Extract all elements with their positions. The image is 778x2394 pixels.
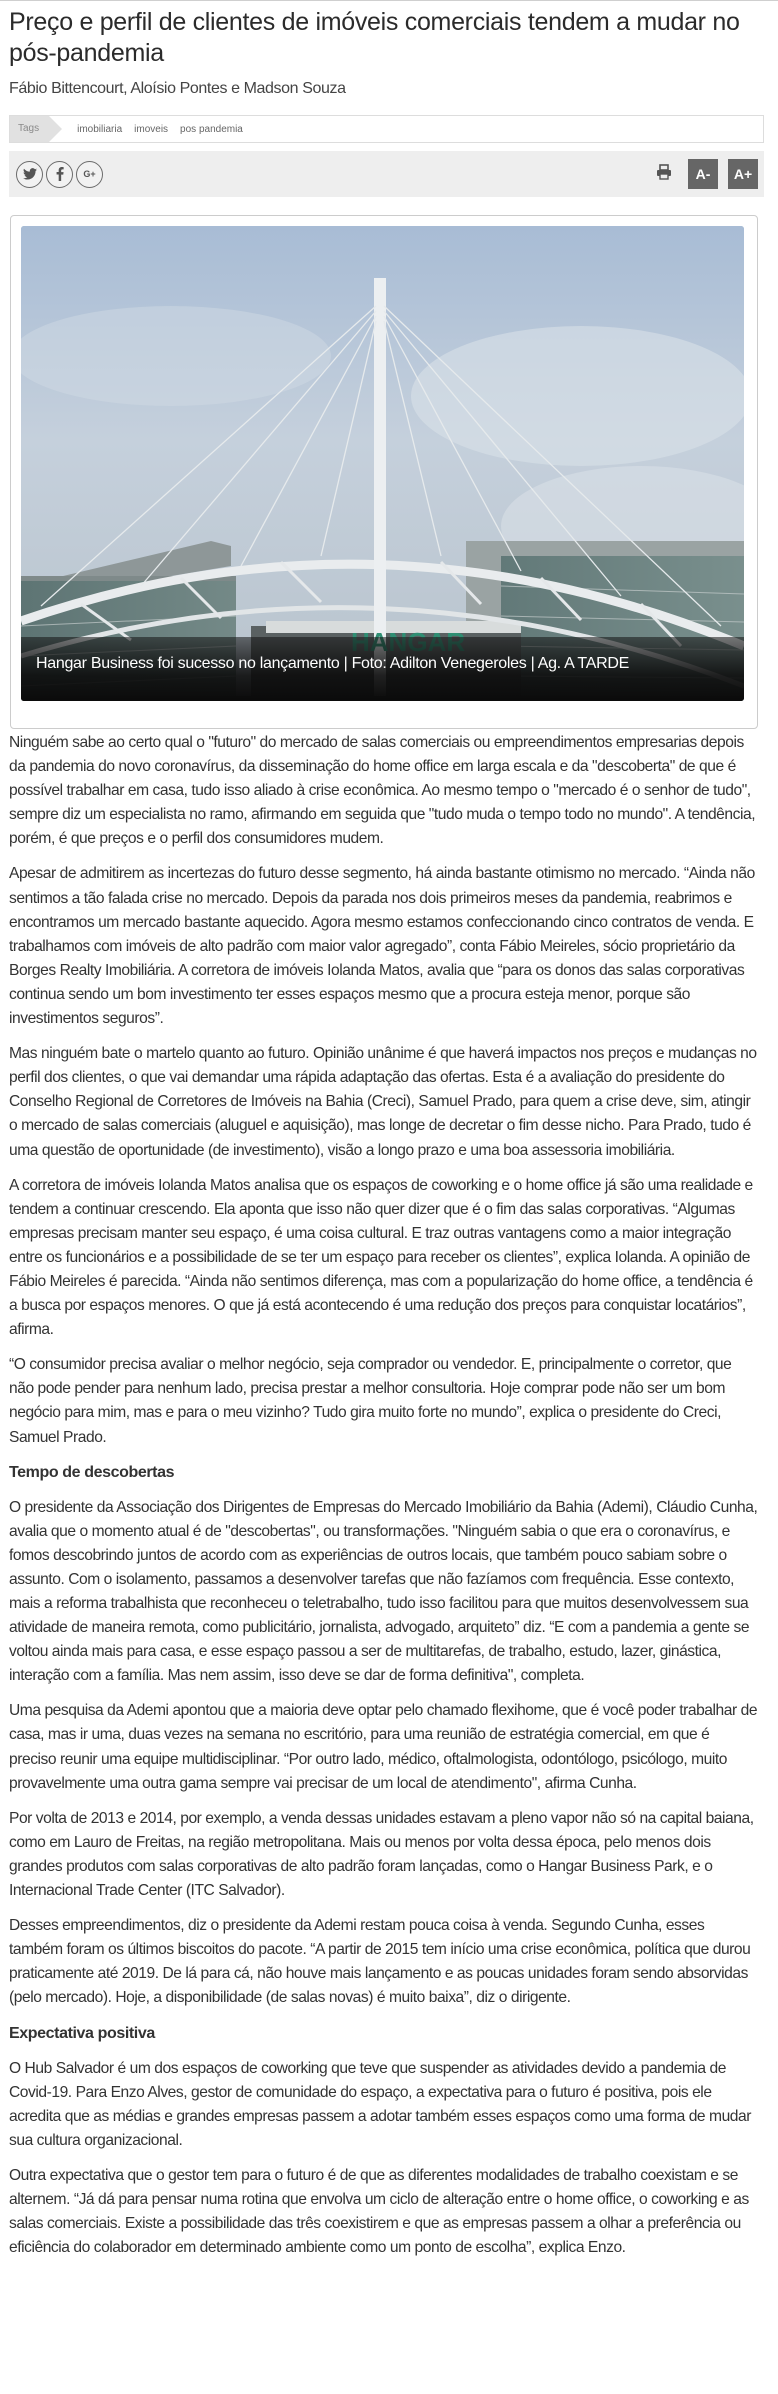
article-paragraph: A corretora de imóveis Iolanda Matos analisa que os espaços de coworking e o home office já são uma realidade e tendem a continuar crescendo. Ela aponta que isso não quer dizer que é o fim das salas corporativas. “Algumas empresas precisam manter seu espaço, é uma coisa cultural. E traz outras vantagens como a maior integração entre os funcionários e a possibilidade de se ter um espaço para receber os clientes”, explica Iolanda. A opinião de Fábio Meireles é parecida. “Ainda não sentimos diferença, mas com a popularização do home office, a tendência é a busca por espaços menores. O que já está acontecendo é uma redução dos preços para conquistar locatários”, afirma. — [9, 1176, 753, 1339]
article-paragraph: “O consumidor precisa avaliar o melhor negócio, seja comprador ou vendedor. E, principalmente o corretor, que não pode pender para nenhum lado, precisa prestar a melhor consultoria. Hoje comprar pode não ser um bom negócio para mim, mas e para o meu vizinho? Tudo gira muito forte no mundo”, explica o presidente do Creci, Samuel Prado. — [9, 1356, 732, 1446]
share-facebook-button[interactable] — [46, 161, 73, 188]
article-paragraph: Mas ninguém bate o martelo quanto ao futuro. Opinião unânime é que haverá impactos nos preços e mudanças no perfil dos clientes, o que vai demandar uma rápida adaptação das ofertas. Esta é a avaliação do presidente do Conselho Regional de Corretores de Imóveis na Bahia (Creci), Samuel Prado, para quem a crise deve, sim, atingir o mercado de salas comerciais (aluguel e aquisição), mas longe de decretar o fim desse nicho. Para Prado, tudo é uma questão de oportunidade (de investimento), visão a longo prazo e uma boa assessoria imobiliária. — [9, 1045, 757, 1159]
article-paragraph: Outra expectativa que o gestor tem para o futuro é de que as diferentes modalidades de trabalho coexistam e se alternem. “Já dá para pensar numa rotina que envolva um ciclo de alteração entre o home office, o coworking e as salas comerciais. Existe a possibilidade das três coexistirem e que as empresas passem a olhar a preferência ou eficiência do colaborador em determinado ambiente como um ponto de escolha”, explica Enzo. — [9, 2166, 749, 2257]
text-tools — [654, 159, 758, 189]
tags-label: Tags — [10, 116, 49, 142]
article-body — [9, 731, 764, 2260]
share-google-plus-button[interactable] — [76, 161, 103, 188]
building-illustration — [21, 226, 744, 701]
article-paragraph: Por volta de 2013 e 2014, por exemplo, a venda dessas unidades estavam a pleno vapor não só na capital baiana, como em Lauro de Freitas, na região metropolitana. Mais ou menos por volta dessa época, pelo menos dois grandes produtos com salas corporativas de alto padrão foram lançadas, como o Hangar Business Park, e o Internacional Trade Center (ITC Salvador). — [9, 1809, 754, 1900]
article-paragraph: Apesar de admitirem as incertezas do futuro desse segmento, há ainda bastante otimismo no mercado. “Ainda não sentimos a tão falada crise no mercado. Depois da parada nos dois primeiros meses da pandemia, reabrimos e encontramos um mercado bastante aquecido. Agora mesmo estamos confeccionando cinco contratos de venda. E trabalhamos com imóveis de alto padrão com maior valor agregado”, conta Fábio Meireles, sócio proprietário da Borges Realty Imobiliária. A corretora de imóveis Iolanda Matos, avalia que “para os donos das salas corporativas continua sendo um bom investimento ter esses espaços mesmo que a procura esteja menor, porque são investimentos seguros”. — [9, 865, 755, 1028]
article-paragraph: O presidente da Associação dos Dirigentes de Empresas do Mercado Imobiliário da Bahia (Ademi), Cláudio Cunha, avalia que o momento atual é de "descobertas", ou transformações. "Ninguém sabia o que era o coronavírus, e fomos descobrindo juntos de acordo com as experiências de outros locais, que também pouco sabiam sobre o assunto. Com o isolamento, passamos a desenvolver tarefas que não fazíamos com frequência. Esse contexto, mais a reforma trabalhista que reconheceu o teletrabalho, tudo isso facilitou para que muitos desenvolvessem sua atividade de maneira remota, como publicitário, jornalista, advogado, arquiteto” diz. “E com a pandemia a gente se voltou ainda mais para casa, e esse espaço passou a ser de multitarefas, de trabalho, estudo, lazer, ginástica, interação com a família. Mas nem assim, isso deve se dar de forma definitiva", completa. — [9, 1498, 758, 1685]
article-paragraph: Ninguém sabe ao certo qual o "futuro" do mercado de salas comerciais ou empreendimentos empresarias depois da pandemia do novo coronavírus, da disseminação do home office em larga escala e da "descoberta" de que é possível trabalhar em casa, tudo isso aliado à crise econômica. Ao mesmo tempo o "mercado é o senhor de tudo", sempre diz um especialista no ramo, afirmando em seguida que "tudo muda o tempo todo no mundo". A tendência, porém, é que preços e o perfil dos consumidores mudem. — [9, 734, 756, 848]
article-paragraph: O Hub Salvador é um dos espaços de coworking que teve que suspender as atividades devido a pandemia de Covid-19. Para Enzo Alves, gestor de comunidade do espaço, a expectativa para o futuro é positiva, pois ele acredita que as médias e grandes empresas passem a adotar também esses espaços como uma forma de mudar sua cultura organizacional. — [9, 2059, 751, 2149]
photo-caption: Hangar Business foi sucesso no lançamento | Foto: Adilton Venegeroles | Ag. A TARDE — [21, 637, 744, 701]
tag-link[interactable]: imoveis — [134, 123, 169, 135]
article-toolbar — [9, 151, 764, 197]
article-paragraph: Desses empreendimentos, diz o presidente da Ademi restam pouca coisa à venda. Segundo Cunha, esses também foram os últimos biscoitos do pacote. “A partir de 2015 tem início uma crise econômica, política que durou praticamente até 2019. De lá para cá, não houve mais lançamento e as poucas unidades foram sendo absorvidas (pelo mercado). Hoje, a disponibilidade (de salas novas) é muito baixa”, diz o dirigente. — [9, 1917, 751, 2007]
share-buttons — [16, 161, 103, 188]
tag-link[interactable]: imobiliaria — [77, 123, 123, 135]
facebook-icon — [56, 167, 64, 181]
font-decrease-button[interactable]: A- — [688, 159, 718, 189]
section-heading: Tempo de descobertas — [9, 1463, 175, 1481]
printer-icon — [656, 164, 672, 185]
section-heading: Expectativa positiva — [9, 2024, 155, 2042]
print-button[interactable] — [654, 164, 674, 184]
article-photo[interactable] — [21, 226, 744, 701]
article-paragraph: Uma pesquisa da Ademi apontou que a maioria deve optar pelo chamado flexihome, que é você poder trabalhar de casa, mas ir uma, duas vezes na semana no escritório, para uma reunião de estratégia comercial, em que é preciso reunir uma equipe multidisciplinar. “Por outro lado, médico, oftalmologista, odontólogo, psicólogo, muito provavelmente uma outra gama sempre vai precisar de um local de atendimento", afirma Cunha. — [9, 1702, 758, 1792]
tag-link[interactable]: pos pandemia — [180, 123, 243, 135]
share-twitter-button[interactable] — [16, 161, 43, 188]
article-authors: Fábio Bittencourt, Aloísio Pontes e Madson Souza — [9, 80, 346, 97]
photo-card — [10, 215, 758, 729]
twitter-icon — [23, 168, 37, 180]
top-divider — [0, 0, 778, 1]
google-plus-icon: G+ — [83, 169, 96, 179]
article-container — [0, 7, 778, 2260]
page-title: Preço e perfil de clientes de imóveis comerciais tendem a mudar no pós-pandemia — [9, 8, 740, 67]
font-increase-button[interactable]: A+ — [728, 159, 758, 189]
tags-bar — [9, 115, 764, 143]
